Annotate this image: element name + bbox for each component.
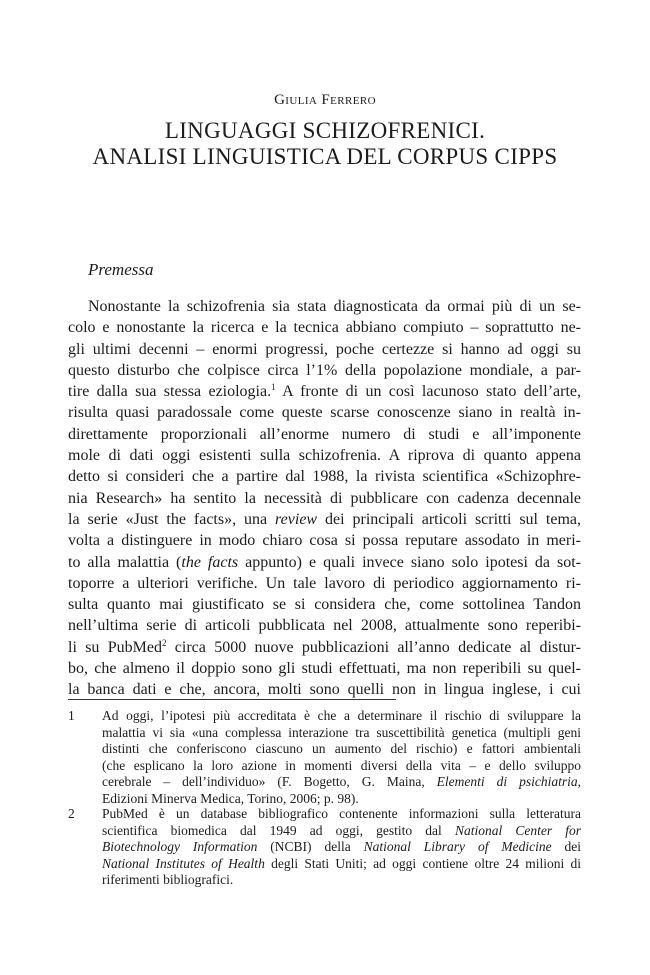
body-line: la serie «Just the facts», una review dei principali articoli scritti sul tema,: [68, 510, 581, 528]
section-heading: Premessa: [88, 260, 154, 279]
footnote-line: Ad oggi, l’ipotesi più accreditata è che a determinare il rischio di sviluppare la: [102, 708, 581, 723]
footnote-line: scientifica biomedica dal 1949 ad oggi, gestito dal National Center for: [102, 822, 581, 838]
body-line: nell’ultima serie di articoli pubblicata nel 2008, attualmente sono reperibi-: [68, 617, 581, 635]
footnote-line: PubMed è un database bibliografico contenente informazioni sulla letteratura: [102, 806, 581, 821]
footnote-number: 1: [68, 708, 75, 723]
footnote-line: Edizioni Minerva Medica, Torino, 2006; p. 98).: [102, 790, 359, 806]
footnote-ref-1[interactable]: 1: [271, 382, 276, 393]
author-name: Giulia Ferrero: [274, 92, 376, 108]
body-line: detto si consideri che a partire dal 1988, la rivista scientifica «Schizophre-: [68, 468, 581, 486]
footnote-text: [102, 708, 581, 808]
title-line-1: LINGUAGGI SCHIZOFRENICI.: [164, 118, 486, 143]
body-line: colo e nonostante la ricerca e la tecnica abbiano compiuto – soprattutto ne-: [68, 319, 581, 337]
footnote-line: National Institutes of Health degli Stati Uniti; ad oggi contiene oltre 24 milioni di: [102, 855, 581, 871]
body-line: to alla malattia (the facts appunto) e quali invece siano solo ipotesi da sot-: [68, 553, 581, 571]
title-line-2: ANALISI LINGUISTICA DEL CORPUS CIPPS: [92, 144, 558, 169]
footnote-line: distinti che conferiscono ciascuno un aumento del rischio) e fattori ambientali: [102, 741, 581, 757]
body-line: bo, che almeno il doppio sono gli studi effettuati, ma non reperibili su quel-: [68, 660, 581, 678]
body-line: sulta quanto mai giustificato se si considera che, come sottolinea Tandon: [68, 596, 581, 614]
footnote-line: cerebrale – dell’individuo» (F. Bogetto, G. Maina, Elementi di psichiatria,: [102, 774, 581, 790]
footnote-text: [102, 806, 581, 889]
body-line: questo disturbo che colpisce circa l’1% della popolazione mondiale, a par-: [68, 361, 581, 379]
body-line: toporre a ulteriori verifiche. Un tale lavoro di periodico aggiornamento ri-: [68, 574, 581, 592]
footnote-line: (che esplicano la loro azione in momenti diversi della vita – e dello sviluppo: [102, 757, 581, 773]
body-text: [68, 296, 581, 701]
body-line: nia Research» ha sentito la necessità di pubblicare con cadenza decennale: [68, 489, 581, 507]
footnote-line: Biotechnology Information (NCBI) della National Library of Medicine dei: [102, 839, 581, 855]
footnote-line: riferimenti bibliografici.: [102, 872, 234, 888]
body-line: risulta quasi paradossale come queste scarse conoscenze siano in realtà in-: [68, 404, 581, 422]
body-line: direttamente proporzionali all’enorme numero di studi e all’imponente: [68, 425, 581, 443]
body-line: gli ultimi decenni – enormi progressi, poche certezze si hanno ad oggi su: [68, 340, 581, 358]
footnote-number: 2: [68, 806, 75, 821]
body-line: tire dalla sua stessa eziologia.$^1$ A fronte di un così lacunoso stato dell’arte,: [68, 382, 581, 401]
footnote-separator: [68, 699, 396, 700]
body-line: mole di dati oggi esistenti sulla schizofrenia. A riprova di quanto appena: [68, 447, 581, 465]
body-line: li su PubMed$^2$ circa 5000 nuove pubblicazioni all’anno dedicate al distur-: [68, 637, 581, 656]
footnote-ref-2[interactable]: 2: [161, 637, 167, 648]
body-line: volta a distinguere in modo chiaro cosa si possa reputare assodato in meri-: [68, 532, 581, 550]
body-line: la banca dati e che, ancora, molti sono quelli non in lingua inglese, i cui: [68, 681, 581, 699]
footnote-line: malattia vi sia «una complessa interazione tra suscettibilità genetica (multipli geni: [102, 724, 581, 740]
body-line: Nonostante la schizofrenia sia stata diagnosticata da ormai più di un se-: [88, 298, 581, 315]
